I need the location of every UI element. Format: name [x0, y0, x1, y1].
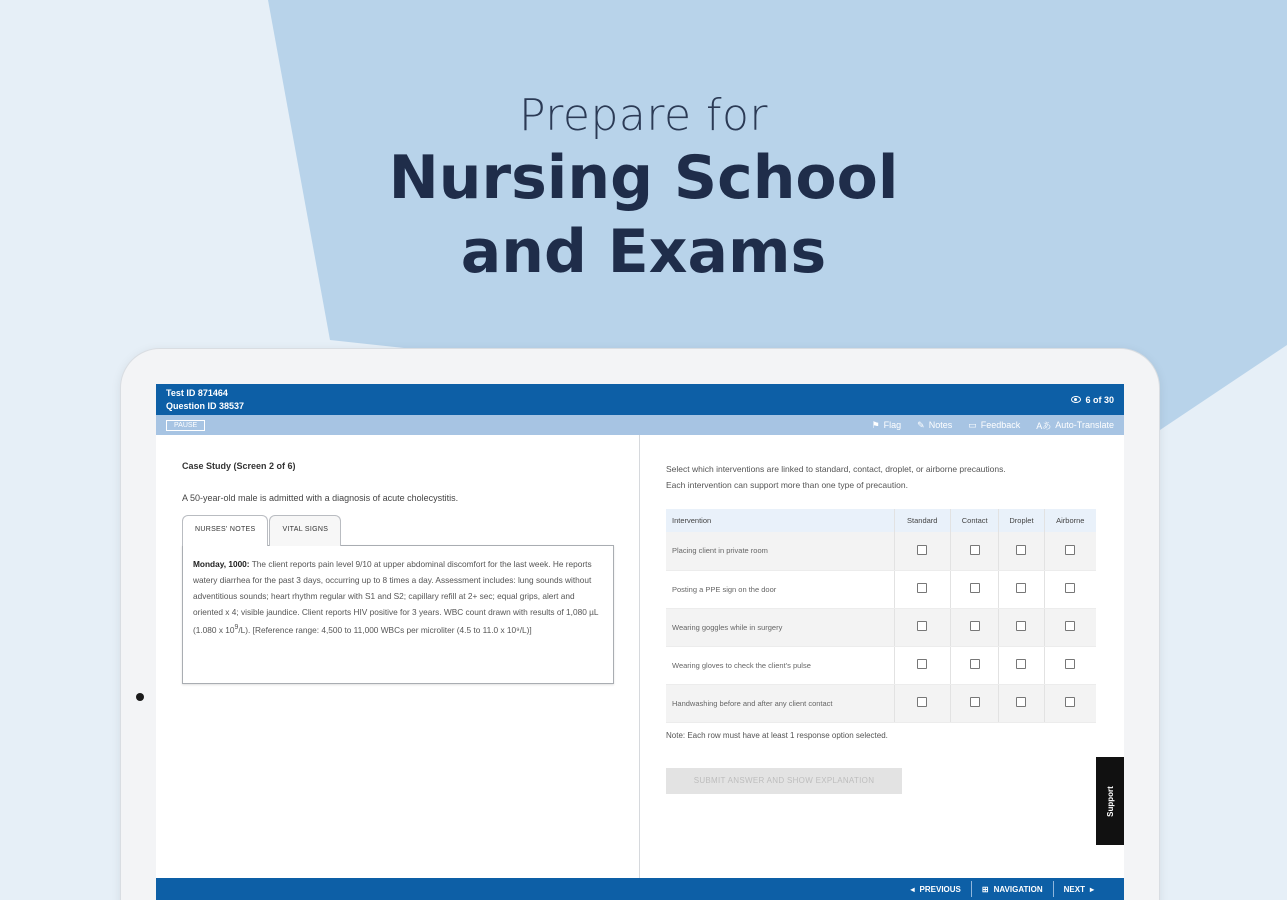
- promo-title-line1: Nursing School: [388, 143, 899, 213]
- checkbox-airborne[interactable]: [1065, 583, 1075, 593]
- row-label: Handwashing before and after any client contact: [666, 684, 894, 722]
- table-row: [666, 684, 1096, 722]
- promo-headline: [0, 90, 1287, 289]
- comment-icon: ▭: [968, 419, 977, 430]
- app-screen: [156, 384, 1124, 900]
- note-sup: 9: [234, 624, 239, 631]
- checkbox-contact[interactable]: [970, 583, 980, 593]
- checkbox-airborne[interactable]: [1065, 697, 1075, 707]
- next-label: NEXT: [1063, 884, 1085, 894]
- row-label: Placing client in private room: [666, 532, 894, 570]
- checkbox-droplet[interactable]: [1016, 697, 1026, 707]
- previous-button[interactable]: [901, 885, 971, 894]
- col-intervention: Intervention: [666, 509, 894, 532]
- note-label: Monday, 1000:: [193, 559, 250, 569]
- instructions-line1: Select which interventions are linked to standard, contact, droplet, or airborne precautions.: [666, 464, 1006, 474]
- checkbox-droplet[interactable]: [1016, 545, 1026, 555]
- checkbox-contact[interactable]: [970, 697, 980, 707]
- header-bar: [156, 384, 1124, 415]
- question-counter: [1071, 395, 1114, 405]
- row-label: Wearing goggles while in surgery: [666, 608, 894, 646]
- checkbox-standard[interactable]: [917, 583, 927, 593]
- checkbox-droplet[interactable]: [1016, 621, 1026, 631]
- checkbox-standard[interactable]: [917, 697, 927, 707]
- tablet-camera: [136, 693, 144, 701]
- pencil-icon: ✎: [917, 419, 925, 430]
- tool-group: [872, 419, 1114, 432]
- promo-title-line2: and Exams: [460, 217, 827, 287]
- question-id: Question ID 38537: [166, 400, 245, 411]
- col-airborne: Airborne: [1044, 509, 1096, 532]
- note-text-2: /L). [Reference range: 4,500 to 11,000 WBCs per microliter (4.5 to 11.0 x 10⁹/L)]: [238, 624, 532, 635]
- navigation-button[interactable]: [972, 885, 1053, 894]
- feedback-button[interactable]: [968, 419, 1020, 432]
- tab-vital-signs[interactable]: VITAL SIGNS: [269, 515, 341, 546]
- row-label: Posting a PPE sign on the door: [666, 570, 894, 608]
- checkbox-standard[interactable]: [917, 621, 927, 631]
- checkbox-contact[interactable]: [970, 621, 980, 631]
- selection-note: Note: Each row must have at least 1 response option selected.: [666, 730, 888, 740]
- precaution-matrix: [666, 509, 1096, 723]
- col-contact: Contact: [951, 509, 999, 532]
- notes-label: Notes: [928, 420, 953, 430]
- note-text-1: The client reports pain level 9/10 at upper abdominal discomfort for the last week. He reports watery diarrhea for the past 3 days, occurring up to 8 times a day. Assessment includes: lung sounds without adventitious sounds; heart rhythm regular with S1 and S2; capillary refill at 2+ sec; equal grips, alert and oriented x 4; visible jaundice. Client reports HIV positive for 3 years. WBC count drawn with results of 1,080 µL (1.080 x 10: [193, 559, 599, 635]
- translate-icon: Aあ: [1036, 420, 1052, 431]
- chevron-right-icon: ▸: [1089, 884, 1094, 894]
- counter-text: 6 of 30: [1085, 394, 1114, 405]
- footer-nav: [156, 878, 1124, 900]
- case-study-title: Case Study (Screen 2 of 6): [182, 461, 296, 471]
- chevron-left-icon: ◂: [910, 884, 915, 894]
- checkbox-airborne[interactable]: [1065, 545, 1075, 555]
- translate-button[interactable]: [1036, 419, 1114, 432]
- submit-answer-button[interactable]: SUBMIT ANSWER AND SHOW EXPLANATION: [666, 768, 902, 794]
- table-row: [666, 532, 1096, 570]
- next-button[interactable]: [1054, 885, 1104, 894]
- checkbox-contact[interactable]: [970, 659, 980, 669]
- table-row: [666, 646, 1096, 684]
- checkbox-standard[interactable]: [917, 545, 927, 555]
- translate-label: Auto-Translate: [1055, 420, 1114, 430]
- col-standard: Standard: [894, 509, 951, 532]
- question-instructions: [666, 461, 1098, 493]
- flag-icon: ⚑: [871, 419, 880, 430]
- row-label: Wearing gloves to check the client's pulse: [666, 646, 894, 684]
- pause-button[interactable]: PAUSE: [166, 420, 205, 431]
- navigation-label: NAVIGATION: [993, 884, 1043, 894]
- nurses-notes-content: [182, 545, 614, 684]
- question-content: [156, 435, 1124, 878]
- test-ids: [166, 387, 244, 413]
- eye-icon: [1071, 396, 1081, 403]
- flag-button[interactable]: [872, 419, 902, 432]
- table-row: [666, 570, 1096, 608]
- question-pane: [640, 435, 1124, 878]
- grid-icon: ⊞: [981, 884, 989, 894]
- promo-pre-title: Prepare for: [518, 90, 769, 141]
- checkbox-airborne[interactable]: [1065, 659, 1075, 669]
- support-button[interactable]: [1096, 757, 1124, 845]
- instructions-line2: Each intervention can support more than one type of precaution.: [666, 480, 908, 490]
- checkbox-droplet[interactable]: [1016, 583, 1026, 593]
- checkbox-standard[interactable]: [917, 659, 927, 669]
- checkbox-contact[interactable]: [970, 545, 980, 555]
- previous-label: PREVIOUS: [919, 884, 961, 894]
- case-study-intro: A 50-year-old male is admitted with a diagnosis of acute cholecystitis.: [182, 493, 459, 503]
- support-label: Support: [1105, 785, 1115, 817]
- case-study-tabs: [182, 515, 613, 546]
- feedback-label: Feedback: [980, 420, 1021, 430]
- tab-nurses-notes[interactable]: NURSES' NOTES: [182, 515, 268, 546]
- test-id: Test ID 871464: [166, 387, 228, 398]
- checkbox-droplet[interactable]: [1016, 659, 1026, 669]
- flag-label: Flag: [883, 420, 902, 430]
- table-row: [666, 608, 1096, 646]
- col-droplet: Droplet: [999, 509, 1044, 532]
- case-study-pane: [156, 435, 640, 878]
- notes-button[interactable]: [917, 419, 952, 432]
- checkbox-airborne[interactable]: [1065, 621, 1075, 631]
- toolbar: [156, 415, 1124, 435]
- matrix-header: [666, 509, 1096, 532]
